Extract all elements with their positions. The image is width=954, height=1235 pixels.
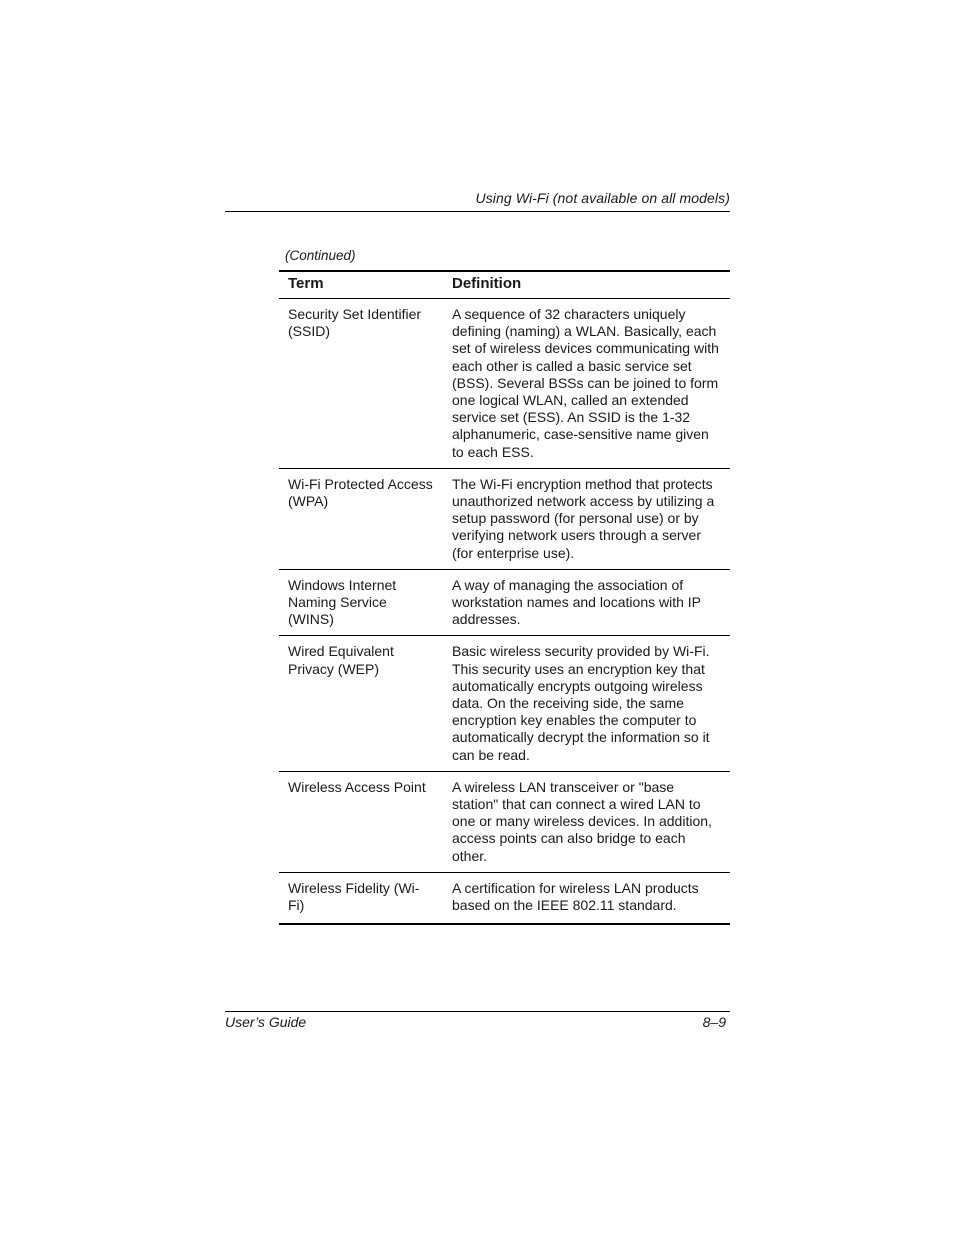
term-cell: Wireless Fidelity (Wi-Fi) <box>288 879 420 914</box>
table-row <box>279 771 730 872</box>
column-header-definition: Definition <box>452 275 522 292</box>
definition-cell: A wireless LAN transceiver or "base station" that can connect a wired LAN to one or many wireless devices. In addition, access points can also bridge to each other. <box>452 778 712 864</box>
footer-page-number: 8–9 <box>702 1014 726 1030</box>
footer-rule <box>225 1011 730 1012</box>
footer-guide-name: User’s Guide <box>225 1014 307 1030</box>
table-row <box>279 872 730 924</box>
definition-cell: A certification for wireless LAN products based on the IEEE 802.11 standard. <box>452 879 699 914</box>
table-row <box>279 299 730 469</box>
definition-cell: A way of managing the association of workstation names and locations with IP addresses. <box>452 576 701 628</box>
term-cell: Wired Equivalent Privacy (WEP) <box>288 643 394 677</box>
term-cell: Windows Internet Naming Service (WINS) <box>288 576 397 628</box>
table-header-row <box>279 271 730 299</box>
term-cell: Security Set Identifier (SSID) <box>288 306 422 340</box>
table-row <box>279 468 730 569</box>
running-header: Using Wi-Fi (not available on all models) <box>475 190 730 206</box>
table-continued-caption: (Continued) <box>285 248 356 263</box>
glossary-table <box>279 270 730 925</box>
definition-cell: A sequence of 32 characters uniquely defining (naming) a WLAN. Basically, each set of wireless devices communicating with each other is called a basic service set (BSS). Several BSSs can be joined to form one logical WLAN, called an extended service set (ESS). An SSID is the 1-32 alphanumeric, case-sensitive name given to each ESS. <box>452 306 719 460</box>
table-row <box>279 569 730 636</box>
header-rule <box>225 211 730 212</box>
definition-cell: The Wi-Fi encryption method that protects unauthorized network access by utilizing a setup password (for personal use) or by verifying network users through a server (for enterprise use). <box>452 475 715 561</box>
term-cell: Wireless Access Point <box>288 778 426 795</box>
definition-cell: Basic wireless security provided by Wi-Fi. This security uses an encryption key that automatically encrypts outgoing wireless data. On the receiving side, the same encryption key enables the computer to automatically decrypt the information so it can be read. <box>452 643 710 763</box>
term-cell: Wi-Fi Protected Access (WPA) <box>288 475 433 510</box>
column-header-term: Term <box>288 275 324 292</box>
table-row <box>279 636 730 771</box>
